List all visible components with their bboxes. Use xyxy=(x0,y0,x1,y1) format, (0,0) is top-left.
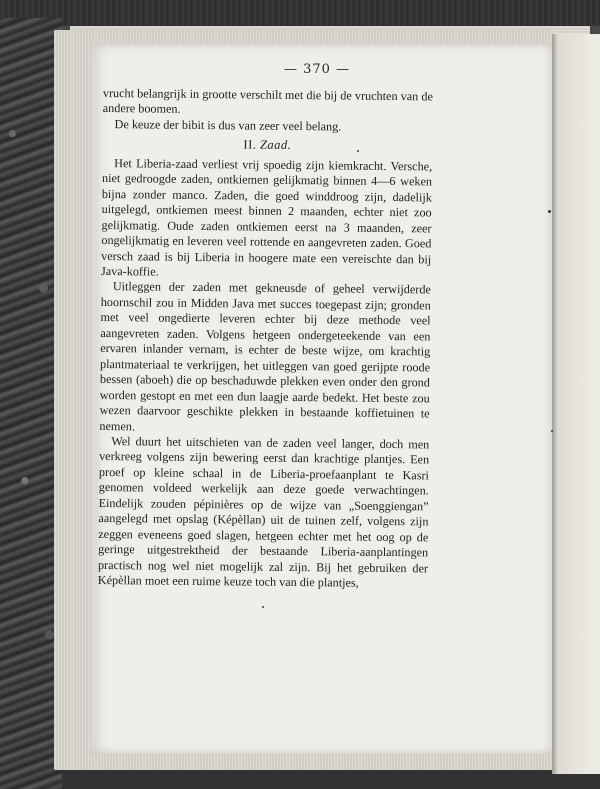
book-binding-top xyxy=(0,0,600,26)
page-speck xyxy=(548,210,551,213)
paragraph-5: Wel duurt het uitschieten van de zaden veel langer, doch men verkreeg volgens zijn bewering eerst dan krachtige plantjes. Een proef op kleine schaal in de Liberia-proefaanplant te Kasri genomen voldeed werkelijk aan deze goede verwachtingen. Eindelijk zouden pépinières op de wijze van „Soenggiengan” aangelegd met opslag (Képèllan) uit de tuinen zelf, volgens zijn zeggen eveneens goed slagen, hetgeen echter met het oog op de geringe uitgestrektheid der bestaande Liberia-aanplantingen practisch nog wel niet mogelijk zal zijn. Bij het gebruiken der Képèllan moet een ruime keuze toch van die plantjes, xyxy=(97,434,430,590)
marbled-spine xyxy=(0,18,62,789)
paragraph-1: vrucht belangrijk in grootte verschilt met die bij de vruchten van de andere boomen. xyxy=(102,86,433,117)
section-title: Zaad. xyxy=(259,138,292,153)
page-speck xyxy=(262,606,264,608)
page-number: — 370 — xyxy=(283,62,351,77)
paragraph-4: Uitleggen der zaden met gekneusde of geheel verwijderde hoornschil zou in Midden Java met succes toegepast zijn; gronden met veel ongedierte leveren echter bij deze methode veel aangevreten zaden. Volgens hetgeen ondergeteekende van een ervaren inlander vernam, is echter de beste wijze, om krachtig plantmateriaal te verkrijgen, het uitleggen van goed gerijpte roode bessen (aboeh) die op beschaduwde plekken even onder den grond worden gestopt en met een dun laagje aarde bedekt. Het beste zou wezen daarvoor geschikte plekken in bestaande koffietuinen te nemen. xyxy=(99,279,431,433)
facing-page-edge xyxy=(552,34,600,774)
paragraph-2: De keuze der bibit is dus van zeer veel belang. xyxy=(114,117,342,134)
section-numeral: II. xyxy=(243,137,257,152)
paragraph-3: Het Liberia-zaad verliest vrij spoedig zijn kiemkracht. Versche, niet gedroogde zaden, ontkiemen gelijkmatig binnen 4—6 weken bijna zonder manco. Zaden, die goed winddroog zijn, dadelijk uitgelegd, ontkiemen meest binnen 2 maanden, echter niet zoo gelijkmatig. Oude zaden ontkiemen eerst na 3 maanden, zeer ongelijkmatig en leveren veel rottende en aangevreten zaden. Goed versch zaad is bij Liberia in hoogere mate een vereischte dan bij Java-koffie. xyxy=(100,155,433,279)
page-speck xyxy=(357,150,359,152)
page-text xyxy=(98,86,433,592)
page-speck xyxy=(551,430,553,432)
section-heading xyxy=(102,136,432,155)
